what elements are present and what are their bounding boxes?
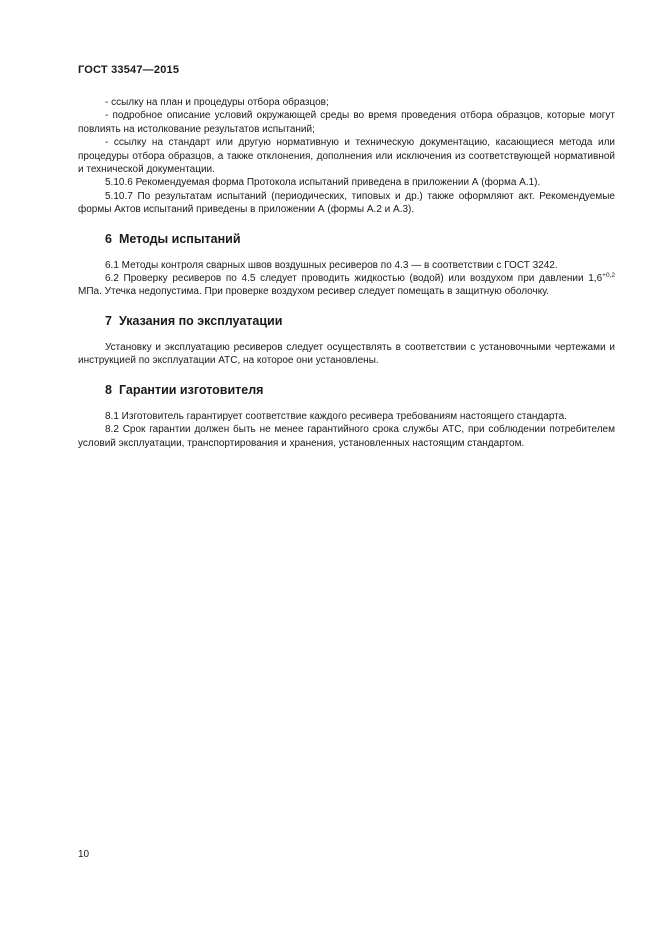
section-6-heading bbox=[105, 232, 615, 246]
clause-6-2-text-end: МПа. Утечка недопустима. При проверке воздухом ресивер следует помещать в защитную оболочку. bbox=[78, 286, 549, 298]
section-7-heading bbox=[105, 314, 615, 328]
section-title: Методы испытаний bbox=[118, 231, 241, 246]
list-item: - подробное описание условий окружающей среды во время проведения отбора образцов, которые могут повлиять на истолкование результатов испытаний; bbox=[78, 110, 615, 135]
clause-6-2-text-start: 6.2 Проверку ресиверов по 4.5 следует проводить жидкостью (водой) или воздухом при давлении 1,6 bbox=[105, 273, 603, 285]
section-number: 7 bbox=[105, 313, 112, 328]
clause-6-2 bbox=[78, 272, 615, 299]
clause-6-1: 6.1 Методы контроля сварных швов воздушных ресиверов по 4.3 — в соответствии с ГОСТ 3242. bbox=[105, 259, 558, 271]
section-7-paragraph: Установку и эксплуатацию ресиверов следует осуществлять в соответствии с установочными чертежами и инструкцией по эксплуатации АТС, на которое они установлены. bbox=[78, 341, 615, 367]
clause-8-2: 8.2 Срок гарантии должен быть не менее гарантийного срока службы АТС, при соблюдении потребителем условий эксплуатации, транспортирования и хранения, установленных настоящим стандартом. bbox=[78, 424, 615, 449]
section-title: Указания по эксплуатации bbox=[118, 313, 283, 328]
section-number: 8 bbox=[105, 382, 112, 397]
pressure-tolerance-superscript: +0,2 bbox=[602, 272, 615, 280]
section-title: Гарантии изготовителя bbox=[118, 382, 264, 397]
section-number: 6 bbox=[105, 231, 112, 246]
clause-5-10-7: 5.10.7 По результатам испытаний (периодических, типовых и др.) также оформляют акт. Рекомендуемые формы Актов испытаний приведены в приложении А (формы А.2 и А.3). bbox=[78, 190, 615, 216]
document-code-header: ГОСТ 33547—2015 bbox=[78, 64, 180, 76]
clause-8-1: 8.1 Изготовитель гарантирует соответствие каждого ресивера требованиям настоящего стандарта. bbox=[105, 410, 567, 422]
section-8-heading bbox=[105, 383, 615, 397]
list-item: - ссылку на план и процедуры отбора образцов; bbox=[105, 97, 329, 108]
clause-5-10-6: 5.10.6 Рекомендуемая форма Протокола испытаний приведена в приложении А (форма А.1). bbox=[105, 177, 541, 189]
list-item: - ссылку на стандарт или другую нормативную и техническую документацию, касающиеся метода или процедуры отбора образцов, а также отклонения, дополнения или исключения из соответствующей нормативной и технической документации. bbox=[78, 137, 615, 176]
document-page bbox=[78, 64, 615, 450]
page-number: 10 bbox=[78, 849, 90, 860]
